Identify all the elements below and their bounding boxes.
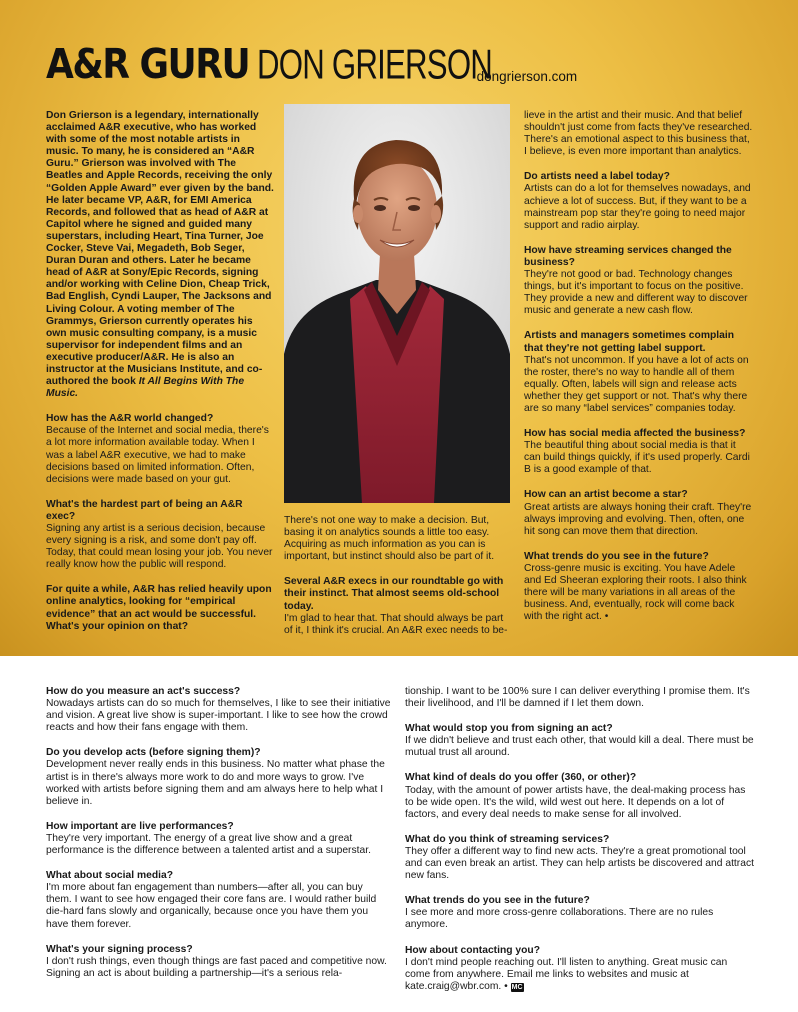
question: How about contacting you? [405, 944, 540, 956]
answer: Artists can do a lot for themselves nowadays, and achieve a lot of success. But, if they want to be a mainstream pop star they're going to need major support and radio airplay. [524, 183, 751, 231]
question: How important are live performances? [46, 820, 234, 832]
portrait-illustration [284, 104, 510, 503]
column-d [46, 686, 391, 993]
title-name: DON GRIERSON [257, 41, 493, 89]
answer: There's not one way to make a decision. But, basing it on analytics sounds a little too easy. Acquiring as much information as you can is important, but instinct should also be part of it. [284, 515, 495, 563]
question: What would stop you from signing an act? [405, 723, 613, 735]
question: What about social media? [46, 870, 174, 882]
answer: tionship. I want to be 100% sure I can deliver everything I promise them. It's their livelihood, and I'll be damned if I let them down. [405, 686, 750, 710]
question: Several A&R execs in our roundtable go with their instinct. That almost seems old-school today. [284, 576, 504, 612]
book-title: It All Begins With The Music. [46, 376, 245, 400]
answer: I'm more about fan engagement than numbers—after all, you can buy them. I want to see how engaged their core fans are. I would rather build die-hard fans slowly and organically, because once you have them you have them forever. [46, 882, 377, 930]
question: How has the A&R world changed? [46, 413, 214, 425]
question: Do you develop acts (before signing them)? [46, 747, 261, 759]
answer: I see more and more cross-genre collaborations. There are no rules anymore. [405, 907, 714, 931]
answer: Nowadays artists can do so much for themselves, I like to see their initiative and vision. A great live show is super-important. I like to see how the crowd reacts and how their fans engage with them. [46, 698, 391, 734]
portrait-photo [284, 104, 510, 503]
column-b [284, 515, 509, 650]
answer: Signing any artist is a serious decision, because every signing is a risk, and some don't pay off. Today, that could mean losing your job. You never really know how the public will respond. [46, 523, 273, 571]
website-link[interactable]: dongrierson.com [476, 68, 578, 84]
question: What kind of deals do you offer (360, or other)? [405, 772, 637, 784]
answer: I don't mind people reaching out. I'll listen to anything. Great music can come from anywhere. Email me links to websites and music at kate.craig@wbr.com. • MC [405, 956, 728, 992]
question: How has social media affected the business? [524, 428, 746, 440]
answer: That's not uncommon. If you have a lot of acts on the roster, there's no way to handle all of them equally. Often, labels will sign and release acts whether they get support or not. That's why there are so many “label services” companies today. [524, 354, 749, 414]
question: What's your signing process? [46, 943, 193, 955]
question: What do you think of streaming services? [405, 833, 610, 845]
answer: They offer a different way to find new acts. They're a great promotional tool and can even break an artist. They can help artists be discovered and attract new fans. [405, 845, 754, 882]
column-a [46, 110, 274, 646]
intro-paragraph [46, 110, 274, 400]
intro-text: Don Grierson is a legendary, internationally acclaimed A&R executive, who has worked with some of the most notable artists in music. To many, he is considered an “A&R Guru.” Grierson was involved with The Beatles and Apple Records, receiving the only “Golden Apple Award” ever given by the band. He later became VP, A&R, for EMI America Records, and followed that as head of A&R at Capitol where he signed and guided many superstars, including Heart, Tina Turner, Joe Cocker, Steve Vai, Megadeth, Bob Seger, Duran Duran and others. Later he became head of A&R at Sony/Epic Records, signing and/or working with Celine Dion, Cheap Trick, Bad English, Cyndi Lauper, The Jacksons and Living Colour. A voting member of The Grammys, Grierson currently operates his own music consulting company, is a music supervisor for independent films and an executive producer/A&R. He is also an instructor at the Musicians Institute, and co-authored the book [46, 110, 274, 388]
title-guru: A&R GURU [46, 41, 250, 89]
question: How can an artist become a star? [524, 489, 688, 501]
question: How do you measure an act's success? [46, 686, 241, 697]
question: Do artists need a label today? [524, 171, 670, 183]
answer: They're very important. The energy of a great live show and a great performance is the difference between a talented artist and a superstar. [46, 832, 371, 857]
question: What trends do you see in the future? [405, 895, 590, 907]
column-e [405, 686, 755, 1006]
answer: I'm glad to hear that. That should always be part of it, I think it's crucial. An A&R exec needs to be- [284, 612, 508, 636]
question: For quite a while, A&R has relied heavily upon online analytics, looking for “empirical evidence” that an act would be successful. What's your opinion on that? [46, 584, 272, 632]
answer: They're not good or bad. Technology changes things, but it's important to focus on the positive. They provide a new and different way to discover music and generate a new cash flow. [524, 269, 748, 317]
answer: If we didn't believe and trust each other, that would kill a deal. There must be mutual trust all around. [405, 735, 754, 759]
answer: Because of the Internet and social media, there's a lot more information available today. When I was a label A&R executive, we had to make decisions based on limited information. Often, decisions were made based on your gut. [46, 425, 269, 485]
answer: Today, with the amount of power artists have, the deal-making process has to be wide open. It's the wild, wild west out here. It depends on a lot of factors, and every deal needs to make sense for all involved. [405, 784, 746, 820]
answer: Development never really ends in this business. No matter what phase the artist is in there's always more work to do and more ways to grow. I've worked with artists before signing them and am always here to help what I believe in. [46, 759, 385, 807]
answer: The beautiful thing about social media is that it can build things quickly, if it's used properly. Cardi B is a good example of that. [524, 440, 750, 476]
question: Artists and managers sometimes complain that they're not getting label support. [524, 330, 735, 354]
answer: lieve in the artist and their music. And that belief shouldn't just come from facts they've researched. There's an emotional aspect to this business that, I believe, is even more important than analytics. [524, 110, 753, 158]
end-badge: MC [511, 983, 523, 991]
answer: Cross-genre music is exciting. You have Adele and Ed Sheeran exploring their roots. I also think there will be many variations in all areas of the business. And, eventually, rock will come back with the right act. • [524, 562, 747, 623]
question: What trends do you see in the future? [524, 550, 709, 562]
answer: I don't rush things, even though things are fast paced and competitive now. Signing an act is about building a partnership—it's a serious rela- [46, 955, 387, 979]
page-title [46, 40, 578, 89]
answer: Great artists are always honing their craft. They're always improving and evolving. Then, often, one hit song can move them that direction. [524, 501, 752, 537]
column-c [524, 110, 754, 636]
question: What's the hardest part of being an A&R exec? [46, 498, 243, 522]
question: How have streaming services changed the business? [524, 244, 732, 268]
